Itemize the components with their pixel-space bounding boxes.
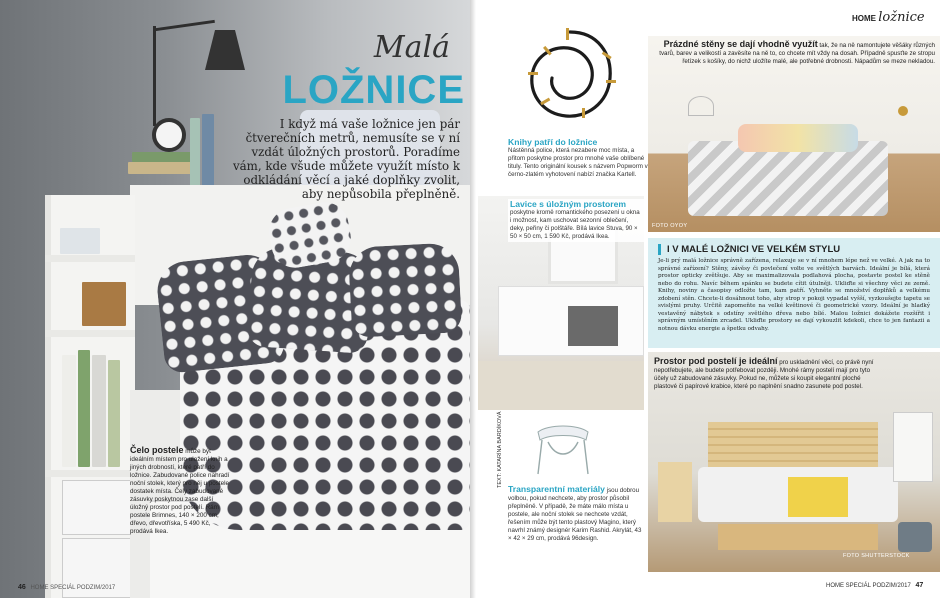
yellow-throw	[788, 477, 848, 517]
floor-basket	[898, 522, 932, 552]
rug	[478, 361, 644, 410]
shelf-books	[60, 228, 100, 254]
walls-caption	[648, 40, 935, 66]
bench-caption-heading: Lavice s úložným prostorem	[510, 199, 627, 209]
white-dresser	[893, 412, 933, 482]
desk-lamp	[205, 30, 245, 70]
shelf-board	[45, 255, 135, 262]
shelf-board	[45, 330, 135, 337]
storage-basket	[82, 282, 126, 326]
underbed-caption-text: pro uskladnění věcí, co právě nyní nepotřebujete, ale budete potřebovat později. Mnohé rámy postelí mají pro tyto účely už zabudované zásuvky. Pokud ne, můžete si koupit elegantní ploché plastové či papírové krabice, které po naplnění snadno zasunete pod postel.	[654, 359, 874, 390]
shelf-caption	[508, 138, 648, 179]
stool-caption	[508, 485, 644, 543]
book-stack	[128, 162, 196, 174]
author-credit: TEXT: KATARÍNA BARDÍKOVÁ	[497, 411, 503, 488]
page-number-left: 46	[18, 584, 26, 591]
shelf-books	[62, 355, 76, 467]
spiral-bookshelf-icon	[520, 20, 620, 130]
side-table	[658, 462, 692, 522]
shelf-caption-text: Nástěnná police, která nezabere moc místa, a přitom poskytne prostor pro mnohé vaše oblíbené tituly. Tento originální kousek s názvem Popworm v černo-zlatém vyhotovení nabízí značka Kartell.	[508, 147, 648, 178]
acrylic-stool-icon	[528, 418, 598, 478]
photo-credit-1: FOTO OYOY	[652, 223, 688, 229]
bed-caption-heading: Čelo postele	[130, 445, 184, 455]
underbed-caption-heading: Prostor pod postelí je ideální	[654, 356, 778, 366]
running-head	[852, 10, 925, 25]
alarm-clock	[152, 118, 186, 152]
book-stack	[202, 114, 214, 188]
book-stack	[190, 118, 200, 188]
lamp-arm	[155, 20, 215, 31]
pendant-lamp	[688, 96, 714, 116]
shelf-caption-heading: Knihy patří do ložnice	[508, 137, 598, 147]
bed-caption-text: může být ideálním místem pro uložení knih a jiných drobností, které patří do ložnice. Zabudované police nahradí noční stolek, který pro něj u postele dostatek místa. Čely zabudované zásuvky poskytnou zase další úložný prostor pod postelí. Rám postele Brimnes, 140 × 200 cm, dřevo, dřevotříska, 5 490 Kč, prodává Ikea.	[130, 448, 230, 535]
book-stack	[132, 152, 192, 162]
info-box-text: Je-li prý malá ložnice správně zařízena, relaxuje se v ní mnohem lépe než ve velké. A jak na to správné zařízení? Stěny, závěsy či povlečení volte ve světlých barvách. Ideální je bílá, která prostor opticky zvětšuje. Aby se maximalizovala podlahová plocha, postavte postel ke stěně nebo do rohu. Navíc během spánku se budete cítit útulněji. Ukliďte si všechny věci ze země. Knihy, noviny a časopisy odložte tam, kam patří. Vyhněte se množství doplňků a velkému zdobení stěn. Chcete-li dosáhnout toho, aby strop v pokoji vypadal vyšší, vyzkoušejte tapetu se svislými pruhy. Určitě zapomeňte na velké květinové či geometrické vzory. Ideální je hladký vestavěný nábytek s odstíny světlého dřeva nebo bílé. Malou ložnici dokážete rozšířit i správným umístěním zrcadel. Ukliďte prostory se dají vykouzlit kdekoli, chce to jen fantazii a notnou dávku energie a špetku odvahy.	[658, 258, 930, 332]
pillow	[348, 242, 463, 338]
shelf-books	[108, 360, 120, 467]
stool-caption-heading: Transparentní materiály	[508, 484, 605, 494]
pastel-pillows	[738, 124, 858, 152]
shelf-books	[92, 355, 106, 467]
underbed-caption	[654, 357, 874, 391]
lead-paragraph: I když má vaše ložnice jen pár čtverečních metrů, nemusíte se v ní vzdát úložných prostorů. Poradíme vám, kde všude můžete využít místo k odkládání věcí a jaké doplňky zvolit, aby nepůsobila přeplněně.	[232, 117, 460, 201]
page-number-right: 47	[915, 582, 924, 589]
bench-basket	[568, 306, 618, 346]
info-box	[648, 238, 940, 348]
folio-right-text: HOME SPECIÁL PODZIM/2017	[826, 583, 911, 589]
shelf-books	[78, 350, 90, 467]
folio-right	[826, 582, 923, 589]
spine-shadow	[470, 0, 476, 598]
running-head-big: ložnice	[878, 10, 925, 25]
folio-left-text: HOME SPECIÁL PODZIM/2017	[30, 585, 116, 591]
title-small: Malá	[373, 30, 450, 65]
shelf-board	[45, 470, 135, 477]
stool-caption-text: jsou dobrou volbou, pokud nechcete, aby prostor působil přeplněně. V případě, že máte málo místa u postele, ale noční stolek se nechcete vzdát, řešením může být tento plastový Magino, který navrhl známý designér Karim Rashid. Akrylát, 43 × 42 × 29 cm, prodává 96design.	[508, 487, 642, 542]
walls-caption-heading: Prázdné stěny se dají vhodně využít	[663, 39, 818, 49]
under-bed-drawer	[718, 524, 878, 550]
info-box-heading: I V MALÉ LOŽNICI VE VELKÉM STYLU	[658, 244, 930, 255]
striped-bed	[688, 141, 888, 216]
walls-caption-text: tak, že na ně namontujete věšáky různých tvarů, barev a velikostí a zavěsíte na ně to, co chcete mít vždy na dosah. Případně spusťte ze stropu řetízek s košíky, do nichž uložíte malé, ale potřebné drobnosti. Nápadům se meze nekladou.	[659, 42, 935, 65]
running-head-small: HOME	[852, 14, 876, 23]
bench-caption	[508, 199, 644, 242]
storage-box	[62, 480, 132, 535]
photo-credit-2: FOTO SHUTTERSTOCK	[843, 553, 910, 559]
bed-caption	[130, 446, 230, 536]
title-big: LOŽNICE	[282, 68, 465, 112]
wall-pegs	[898, 106, 908, 116]
bench-caption-text: poskytne kromě romantického posezení u okna i možnost, kam uschovat sezonní oblečení, deky, peřiny či polštáře. Bílá lavice Stuva, 90 × 50 × 50 cm, 1 590 Kč, prodává Ikea.	[510, 209, 640, 240]
folio-left	[18, 584, 115, 591]
lamp-pole	[153, 26, 156, 126]
